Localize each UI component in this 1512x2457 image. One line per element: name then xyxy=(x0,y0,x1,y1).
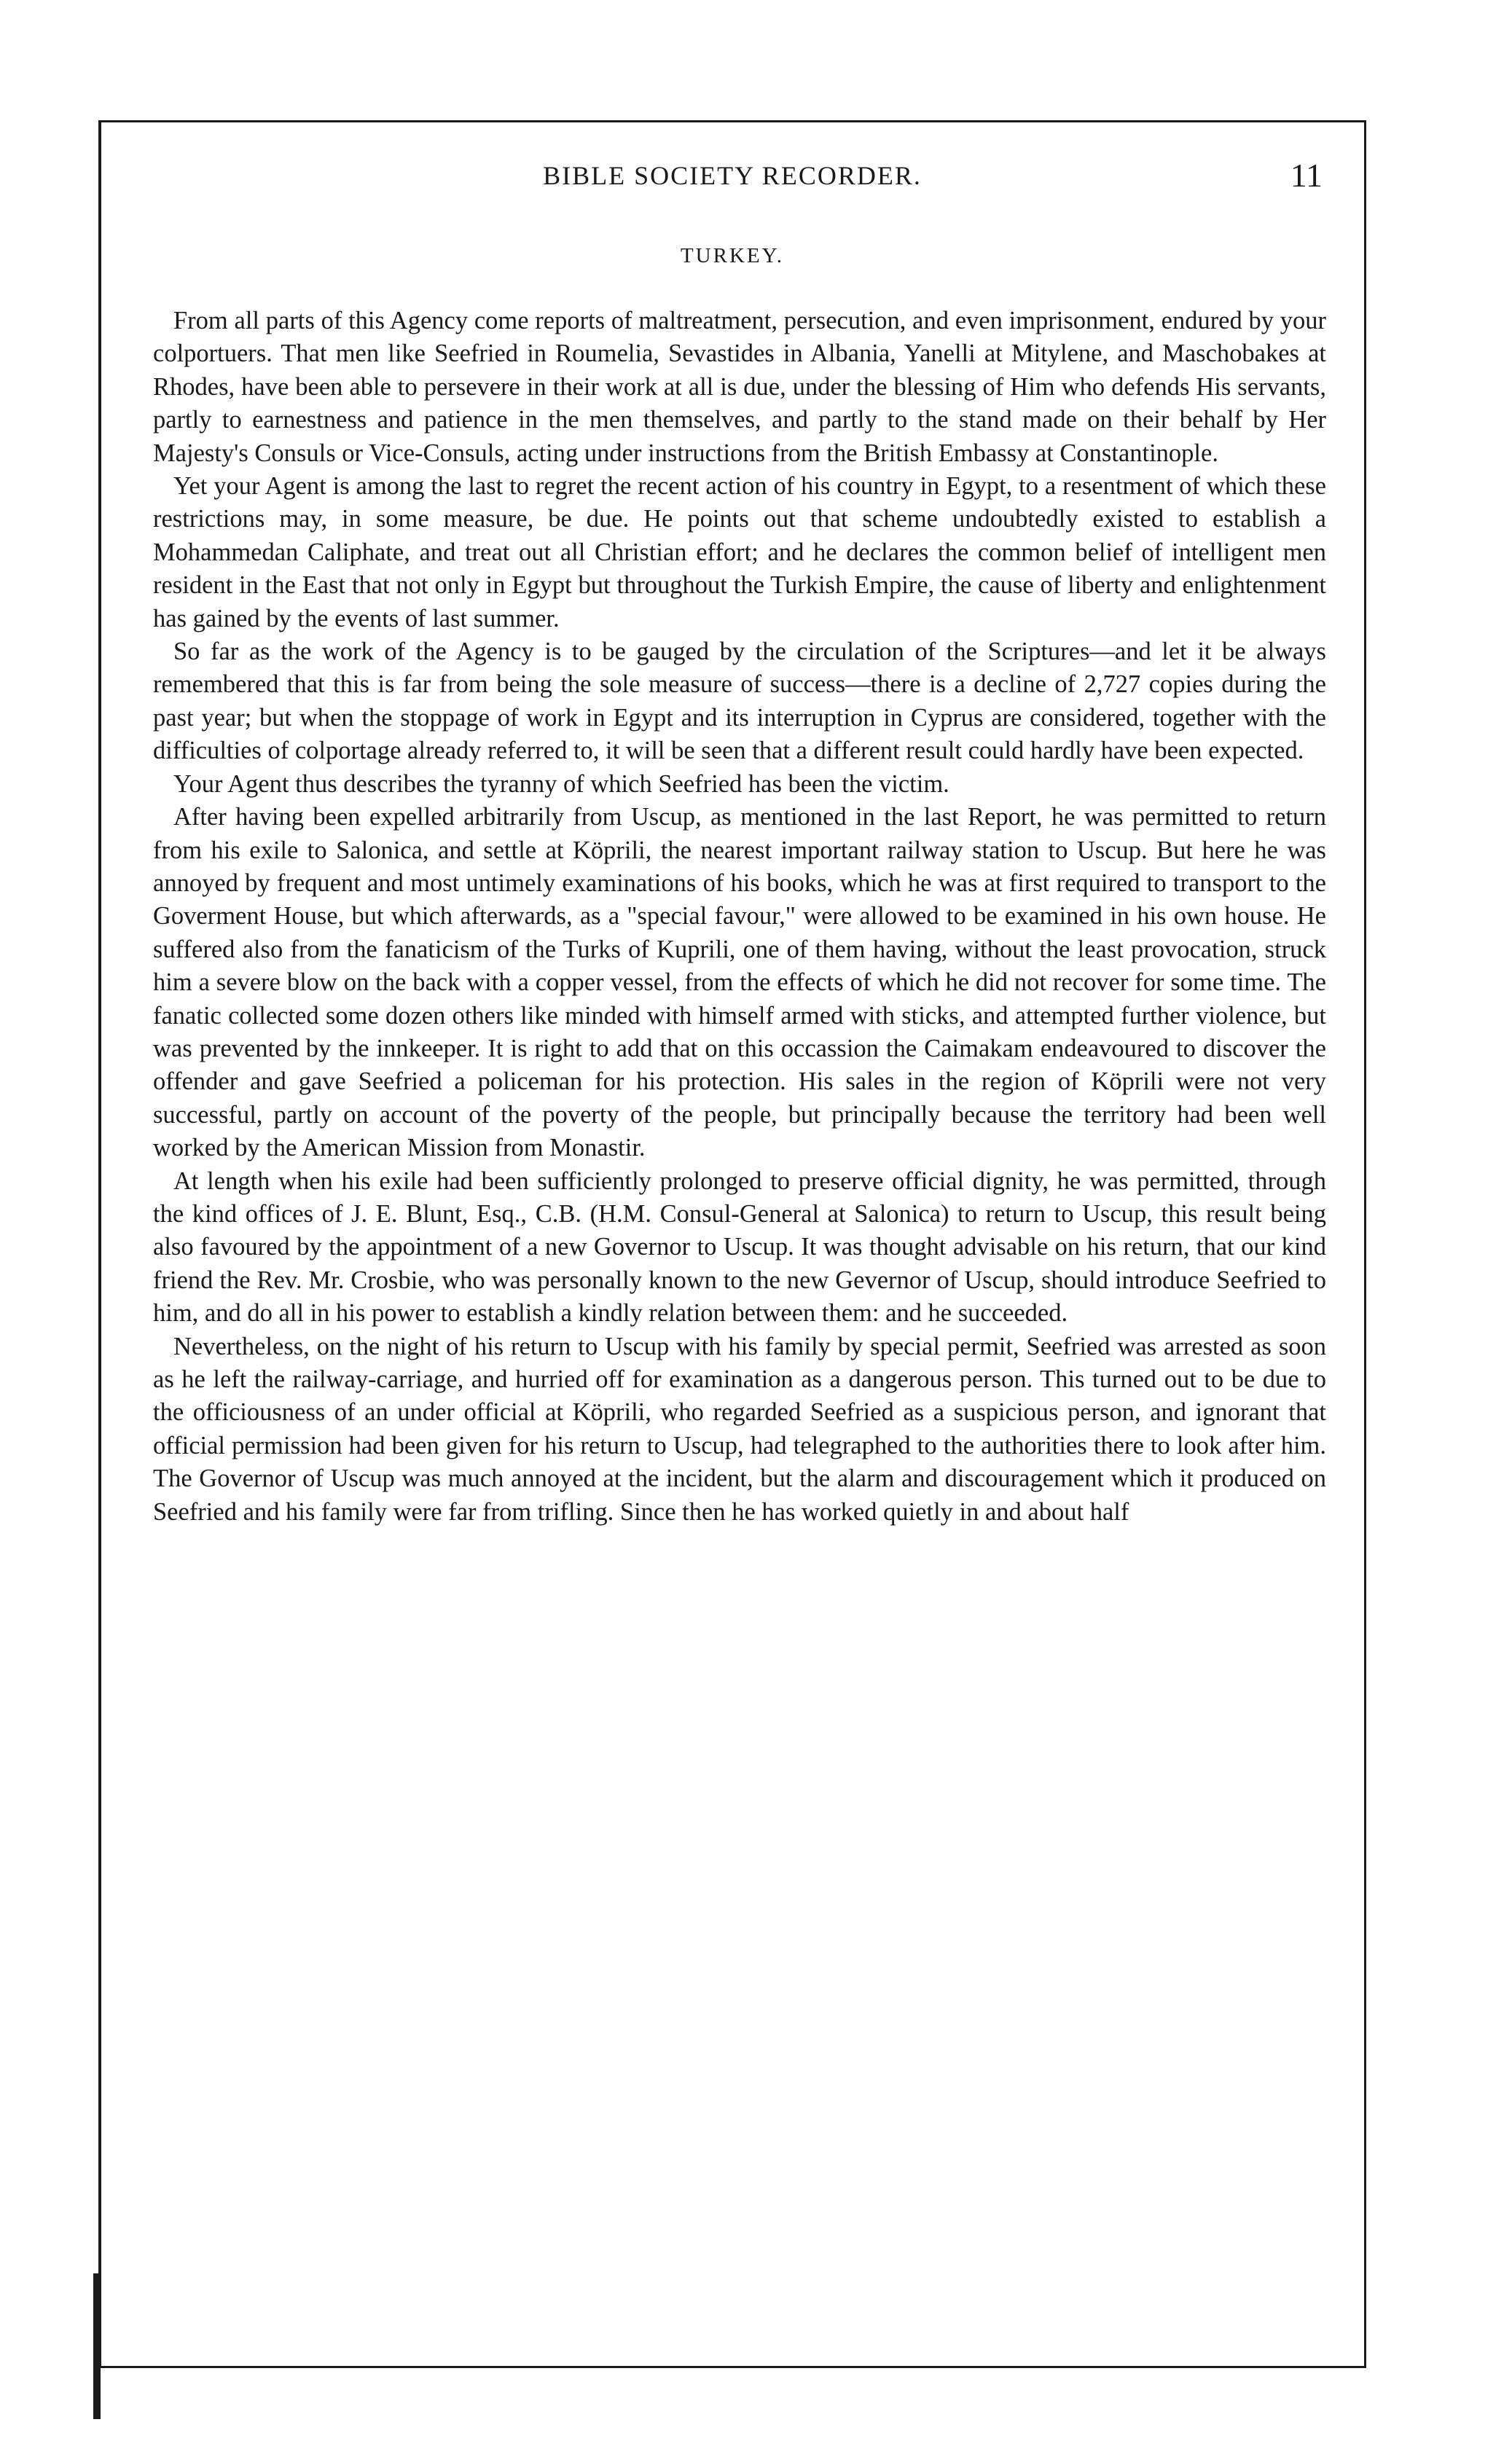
paragraph: After having been expelled arbitrarily from Uscup, as mentioned in the last Report, he was permitted to return from his exile to Salonica, and settle at Köprili, the nearest important railway station to Uscup. But here he was annoyed by frequent and most untimely examinations of his books, which he was at first required to transport to the Goverment House, but which afterwards, as a "special favour," were allowed to be examined in his own house. He suffered also from the fanaticism of the Turks of Kuprili, one of them having, without the least provocation, struck him a severe blow on the back with a copper vessel, from the effects of which he did not recover for some time. The fanatic collected some dozen others like minded with himself armed with sticks, and attempted further violence, but was prevented by the innkeeper. It is right to add that on this occassion the Caimakam endeavoured to discover the offender and gave Seefried a policeman for his protection. His sales in the region of Köprili were not very successful, partly on account of the poverty of the people, but principally because the territory had been well worked by the American Mission from Monastir. xyxy=(153,803,1326,1162)
page-header xyxy=(128,157,1337,204)
paragraph: Yet your Agent is among the last to regret the recent action of his country in Egypt, to a resentment of which these restrictions may, in some measure, be due. He points out that scheme undoubtedly existed to establish a Mohammedan Caliphate, and treat out all Christian effort; and he declares the common belief of intelligent men resident in the East that not only in Egypt but throughout the Turkish Empire, the cause of liberty and enlightenment has gained by the events of last summer. xyxy=(153,472,1326,632)
margin-rule xyxy=(93,2273,101,2419)
running-title: BIBLE SOCIETY RECORDER. xyxy=(543,161,922,190)
section-heading: TURKEY. xyxy=(680,244,785,267)
paragraph: Nevertheless, on the night of his return to Uscup with his family by special permit, Seefried was arrested as soon as he left the railway-carriage, and hurried off for examination as a dangerous person. This turned out to be due to the officiousness of an under official at Köprili, who regarded Seefried as a suspicious person, and ignorant that official permission had been given for his return to Uscup, had telegraphed to the authorities there to look after him. The Governor of Uscup was much annoyed at the incident, but the alarm and discouragement which it produced on Seefried and his family were far from trifling. Since then he has worked quietly in and about half xyxy=(153,1332,1326,1526)
paragraph: So far as the work of the Agency is to be gauged by the circulation of the Scriptures—and let it be always remembered that this is far from being the sole measure of success—there is a decline of 2,727 copies during the past year; but when the stoppage of work in Egypt and its interruption in Cyprus are considered, together with the difficulties of colportage already referred to, it will be seen that a different result could hardly have been expected. xyxy=(153,638,1326,765)
paragraph: Your Agent thus describes the tyranny of which Seefried has been the victim. xyxy=(173,769,949,798)
page-number: 11 xyxy=(1290,157,1323,194)
body-text xyxy=(153,305,1326,1529)
paragraph: From all parts of this Agency come reports of maltreatment, persecution, and even imprisonment, endured by your colportuers. That men like Seefried in Roumelia, Sevastides in Albania, Yanelli at Mitylene, and Maschobakes at Rhodes, have been able to persevere in their work at all is due, under the blessing of Him who defends His servants, partly to earnestness and patience in the men themselves, and partly to the stand made on their behalf by Her Majesty's Consuls or Vice-Consuls, acting under instructions from the British Embassy at Constantinople. xyxy=(153,307,1326,467)
paragraph: At length when his exile had been sufficiently prolonged to preserve official dignity, he was permitted, through the kind offices of J. E. Blunt, Esq., C.B. (H.M. Consul-General at Salonica) to return to Uscup, this result being also favoured by the appointment of a new Governor to Uscup. It was thought advisable on his return, that our kind friend the Rev. Mr. Crosbie, who was personally known to the new Gevernor of Uscup, should introduce Seefried to him, and do all in his power to establish a kindly relation between them: and he succeeded. xyxy=(153,1167,1326,1328)
